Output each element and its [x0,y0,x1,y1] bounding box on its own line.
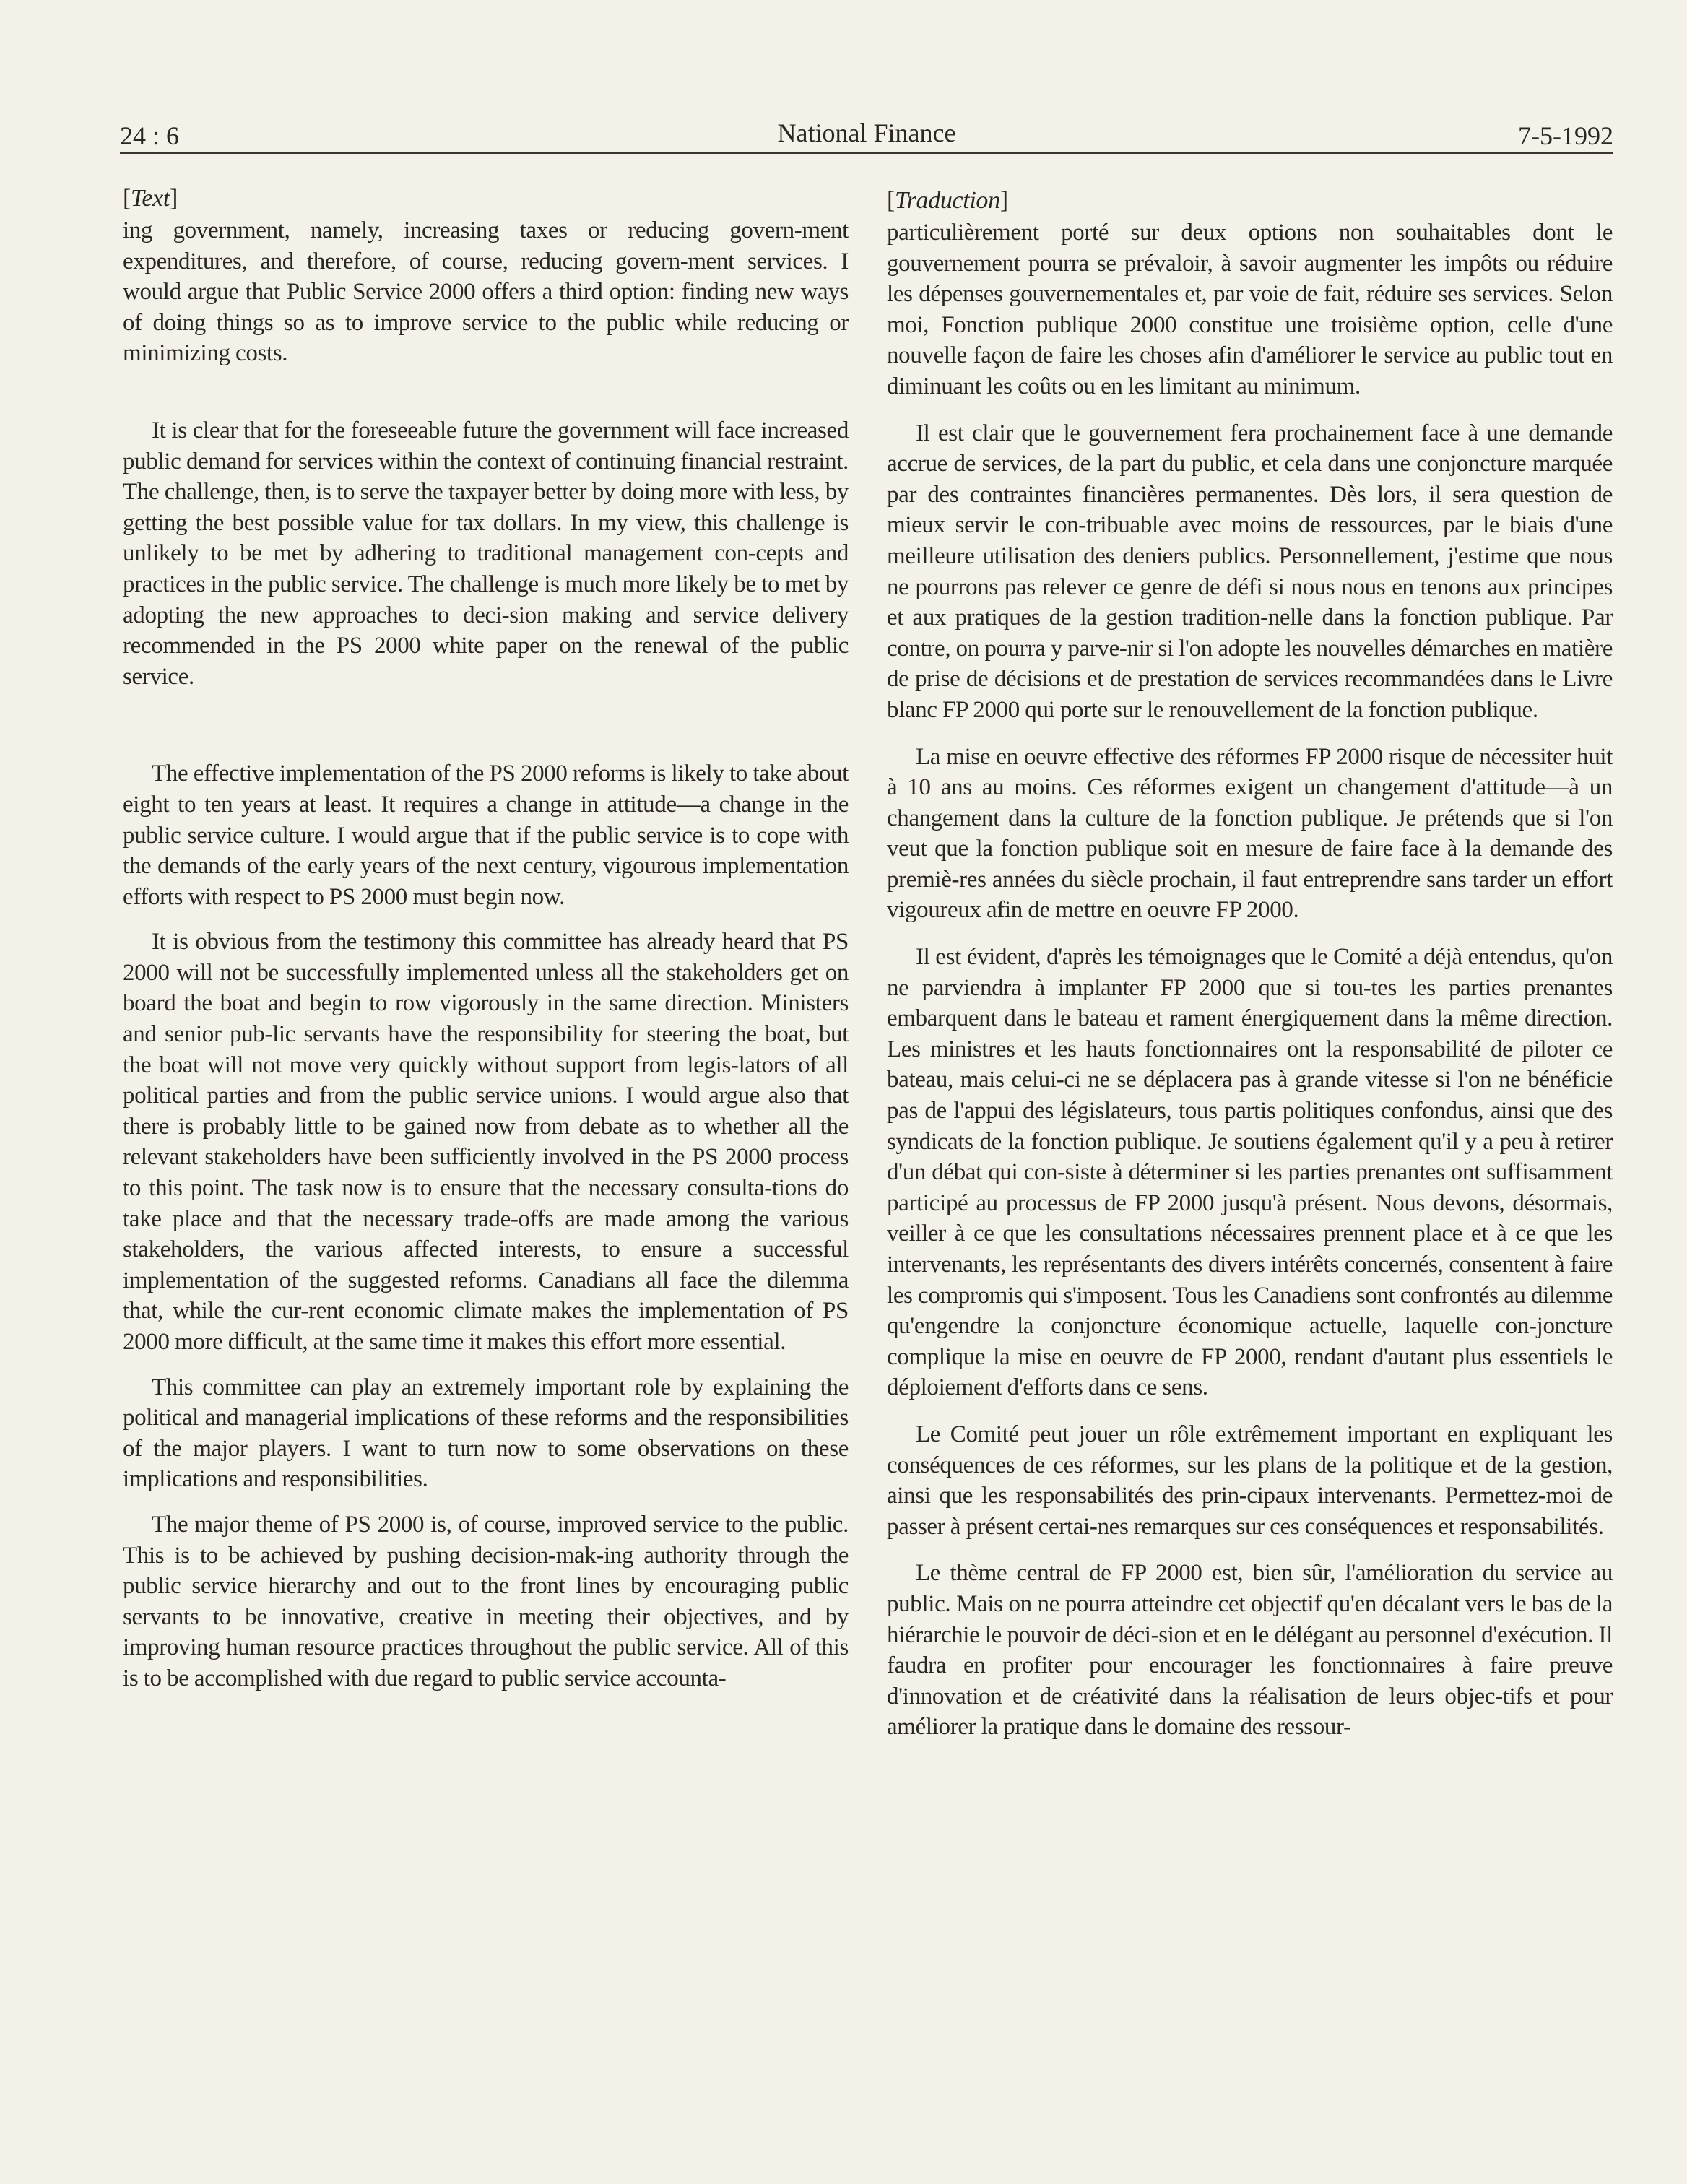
french-paragraph-5: Le Comité peut jouer un rôle extrêmement important en expliquant les conséquences de ces réformes, sur les plans de la politique et de la gestion, ainsi que les responsabilités des prin-cipaux intervenants. Permettez-moi de passer à présent certai-nes remarques sur ces conséquences et responsabilités. [887,1421,1613,1540]
french-column [887,182,1613,1757]
english-column-label: [Text] [123,185,178,212]
english-column [123,182,849,1709]
french-paragraph-4: Il est évident, d'après les témoignages que le Comité a déjà entendus, qu'on ne parviendra à implanter FP 2000 que si tou-tes les parties prenantes embarquent dans le bateau et rament énergiquement dans la même direction. Les ministres et les hauts fonctionnaires ont la responsabilité de piloter ce bateau, mais celui-ci ne se déplacera pas à grande vitesse si l'on ne bénéficie pas de l'appui des législateurs, tous partis politiques confondus, ainsi que des syndicats de la fonction publique. Je soutiens également qu'il y a peu à retirer d'un débat qui con-siste à déterminer si les parties prenantes ont suffisamment participé au processus de FP 2000 jusqu'à présent. Nous devons, désormais, veiller à ce que les consultations nécessaires prennent place et à ce que les intervenants, les représentants des divers intérêts concernés, consentent à faire les compromis qui s'imposent. Tous les Canadiens sont confrontés au dilemme qu'engendre la conjoncture économique actuelle, laquelle con-joncture complique la mise en oeuvre de FP 2000, rendant d'autant plus essentiels le déploiement d'efforts dans ce sens. [887,944,1613,1401]
sitting-date: 7-5-1992 [1518,121,1613,150]
french-paragraph-1: particulièrement porté sur deux options non souhaitables dont le gouvernement pourra se prévaloir, à savoir augmenter les impôts ou réduire les dépenses gouvernementales et, par voie de fait, réduire ses services. Selon moi, Fonction publique 2000 constitue une troisième option, celle d'une nouvelle façon de faire les choses afin d'améliorer le service au public tout en diminuant les coûts ou en les limitant au minimum. [887,220,1613,399]
english-paragraph-3: The effective implementation of the PS 2000 reforms is likely to take about eight to ten years at least. It requires a change in attitude—a change in the public service culture. I would argue that if the public service is to cope with the demands of the early years of the next century, vigourous implementation efforts with respect to PS 2000 must begin now. [123,760,849,910]
english-paragraph-2: It is clear that for the foreseeable future the government will face increased public demand for services within the context of continuing financial restraint. The challenge, then, is to serve the taxpayer better by doing more with less, by getting the best possible value for tax dollars. In my view, this challenge is unlikely to be met by adhering to traditional management con-cepts and practices in the public service. The challenge is much more likely be to met by adopting the new approaches to deci-sion making and service delivery recommended in the PS 2000 white paper on the renewal of the public service. [123,417,849,690]
page-header [120,114,1613,157]
header-rule [120,152,1613,154]
french-column-label: [Traduction] [887,187,1008,214]
page-number: 24 : 6 [120,121,180,150]
french-paragraph-3: La mise en oeuvre effective des réformes FP 2000 risque de nécessiter huit à 10 ans au moins. Ces réformes exigent un changement d'attitude—à un changement dans la culture de la fonction publique. Je prétends que si l'on veut que la fonction publique soit en mesure de faire face à la demande des premiè-res années du siècle prochain, il faut entreprendre sans tarder un effort vigoureux afin de mettre en oeuvre FP 2000. [887,743,1613,924]
english-paragraph-5: This committee can play an extremely important role by explaining the political and managerial implications of these reforms and the responsibilities of the major players. I want to turn now to some observations on these implications and responsibilities. [123,1374,849,1493]
english-paragraph-1: ing government, namely, increasing taxes or reducing govern-ment expenditures, and therefore, of course, reducing govern-ment services. I would argue that Public Service 2000 offers a third option: finding new ways of doing things so as to improve service to the public while reducing or minimizing costs. [123,217,849,367]
french-paragraph-6: Le thème central de FP 2000 est, bien sûr, l'amélioration du service au public. Mais on ne pourra atteindre cet objectif qu'en décalant vers le bas de la hiérarchie le pouvoir de déci-sion et en le délégant au personnel d'exécution. Il faudra en profiter pour encourager les fonctionnaires à faire preuve d'innovation et de créativité dans la réalisation de leurs objec-tifs et pour améliorer la pratique dans le domaine des ressour- [887,1560,1613,1741]
running-title: National Finance [777,118,956,147]
french-paragraph-2: Il est clair que le gouvernement fera prochainement face à une demande accrue de services, de la part du public, et cela dans une conjoncture marquée par des contraintes financières permanentes. Dès lors, il sera question de mieux servir le con-tribuable avec moins de ressources, par le biais d'une meilleure utilisation des deniers publics. Personnellement, j'estime que nous ne pourrons pas relever ce genre de défi si nous nous en tenons aux principes et aux pratiques de la gestion tradition-nelle dans la fonction publique. Par contre, on pourra y parve-nir si l'on adopte les nouvelles démarches en matière de prise de décisions et de prestation de services recommandées dans le Livre blanc FP 2000 qui porte sur le renouvellement de la fonction publique. [887,420,1613,723]
english-paragraph-6: The major theme of PS 2000 is, of course, improved service to the public. This is to be achieved by pushing decision-mak-ing authority through the public service hierarchy and out to the front lines by encouraging public servants to be innovative, creative in meeting their objectives, and by improving human resource practices throughout the public service. All of this is to be accomplished with due regard to public service accounta- [123,1511,849,1691]
english-paragraph-4: It is obvious from the testimony this committee has already heard that PS 2000 will not be successfully implemented unless all the stakeholders get on board the boat and begin to row vigorously in the same direction. Ministers and senior pub-lic servants have the responsibility for steering the boat, but the boat will not move very quickly without support from legis-lators of all political parties and from the public service unions. I would argue also that there is probably little to be gained now from debate as to whether all the relevant stakeholders have been sufficiently involved in the PS 2000 process to this point. The task now is to ensure that the necessary consulta-tions do take place and that the necessary trade-offs are made among the various stakeholders, the various affected interests, to ensure a successful implementation of the suggested reforms. Canadians all face the dilemma that, while the cur-rent economic climate makes the implementation of PS 2000 more difficult, at the same time it makes this effort more essential. [123,929,849,1355]
